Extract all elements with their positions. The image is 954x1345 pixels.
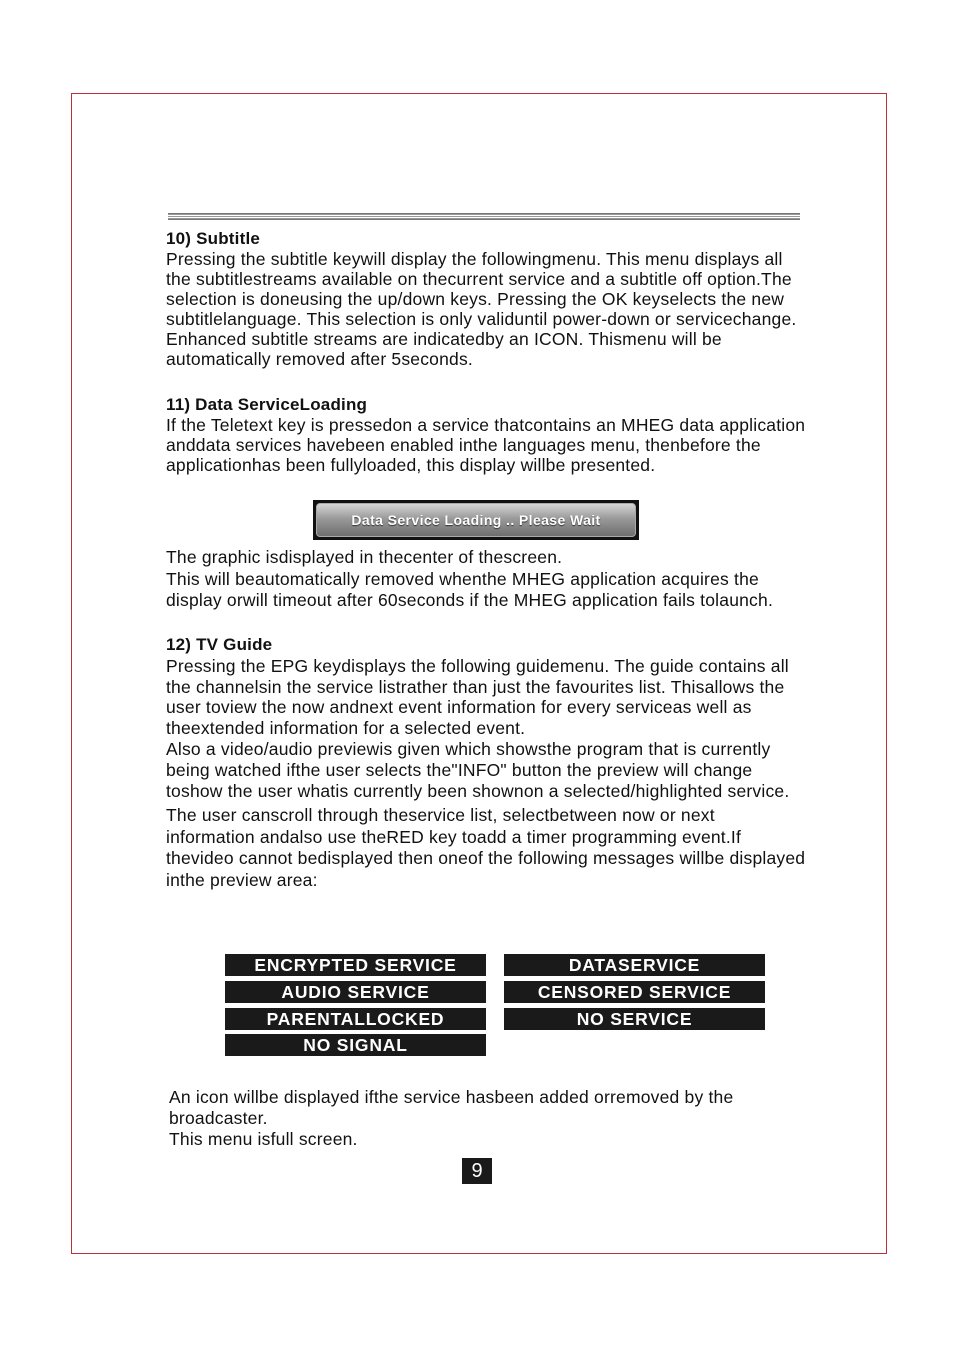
section-heading-subtitle: 10) Subtitle	[166, 229, 261, 248]
message-encrypted-service: ENCRYPTED SERVICE	[225, 954, 486, 976]
section-heading-data-service: 11) Data ServiceLoading	[166, 395, 368, 414]
section-body-subtitle: Pressing the subtitle keywill display the followingmenu. This menu displays all the subtitlestreams available on thecurrent service and a subtitle off option.The selection is doneusing the up/down keys. Pressing the OK keyselects the new subtitlelanguage. This selection is only validuntil power-down or servicechange. Enhanced subtitle streams are indicatedby an ICON. Thismenu will be automatically removed after 5seconds.	[166, 249, 797, 369]
section-data-service-loading	[166, 395, 806, 475]
paragraph-timeout: This will beautomatically removed whenthe MHEG application acquires the display orwill timeout after 60seconds if the MHEG application fails tolaunch.	[166, 568, 774, 610]
header-rule	[168, 213, 800, 220]
section-data-service-after	[166, 547, 806, 612]
message-no-service: NO SERVICE	[504, 1008, 765, 1030]
paragraph-preview: Also a video/audio previewis given which showsthe program that is currently being watched ifthe user selects the"INFO" button the preview will change toshow the user whatis currently been shownon a selected/highlighted service.	[166, 738, 790, 801]
paragraph-epg: Pressing the EPG keydisplays the following guidemenu. The guide contains all the channelsin the service listrather than just the favourites list. Thisallows the user toview the now andnext event information for every serviceas well as theextended information for a selected event.	[166, 655, 789, 739]
paragraph-graphic-center: The graphic isdisplayed in thecenter of thescreen.	[166, 547, 563, 567]
message-data-service: DATASERVICE	[504, 954, 765, 976]
message-no-signal: NO SIGNAL	[225, 1034, 486, 1056]
message-parental-locked: PARENTALLOCKED	[225, 1008, 486, 1030]
section-body-data-service: If the Teletext key is pressedon a service thatcontains an MHEG data application anddata services havebeen enabled inthe languages menu, thenbefore the applicationhas been fullyloaded, this display willbe presented.	[166, 415, 806, 475]
paragraph-icon-added: An icon willbe displayed ifthe service hasbeen added orremoved by the broadcaster.	[169, 1087, 734, 1128]
page-number: 9	[462, 1158, 492, 1184]
paragraph-full-screen: This menu isfull screen.	[169, 1129, 358, 1149]
paragraph-scroll: The user canscroll through theservice list, selectbetween now or next information andalso use theRED key toadd a timer programming event.If thevideo cannot bedisplayed then oneof the following messages willbe displayed inthe preview area:	[166, 805, 806, 890]
section-heading-tv-guide: 12) TV Guide	[166, 635, 273, 654]
section-footer-notes	[169, 1087, 809, 1150]
message-audio-service: AUDIO SERVICE	[225, 981, 486, 1003]
data-service-loading-graphic	[313, 500, 639, 540]
section-subtitle	[166, 229, 806, 369]
loading-label: Data Service Loading .. Please Wait	[316, 503, 636, 537]
section-tv-guide	[166, 635, 806, 891]
message-censored-service: CENSORED SERVICE	[504, 981, 765, 1003]
